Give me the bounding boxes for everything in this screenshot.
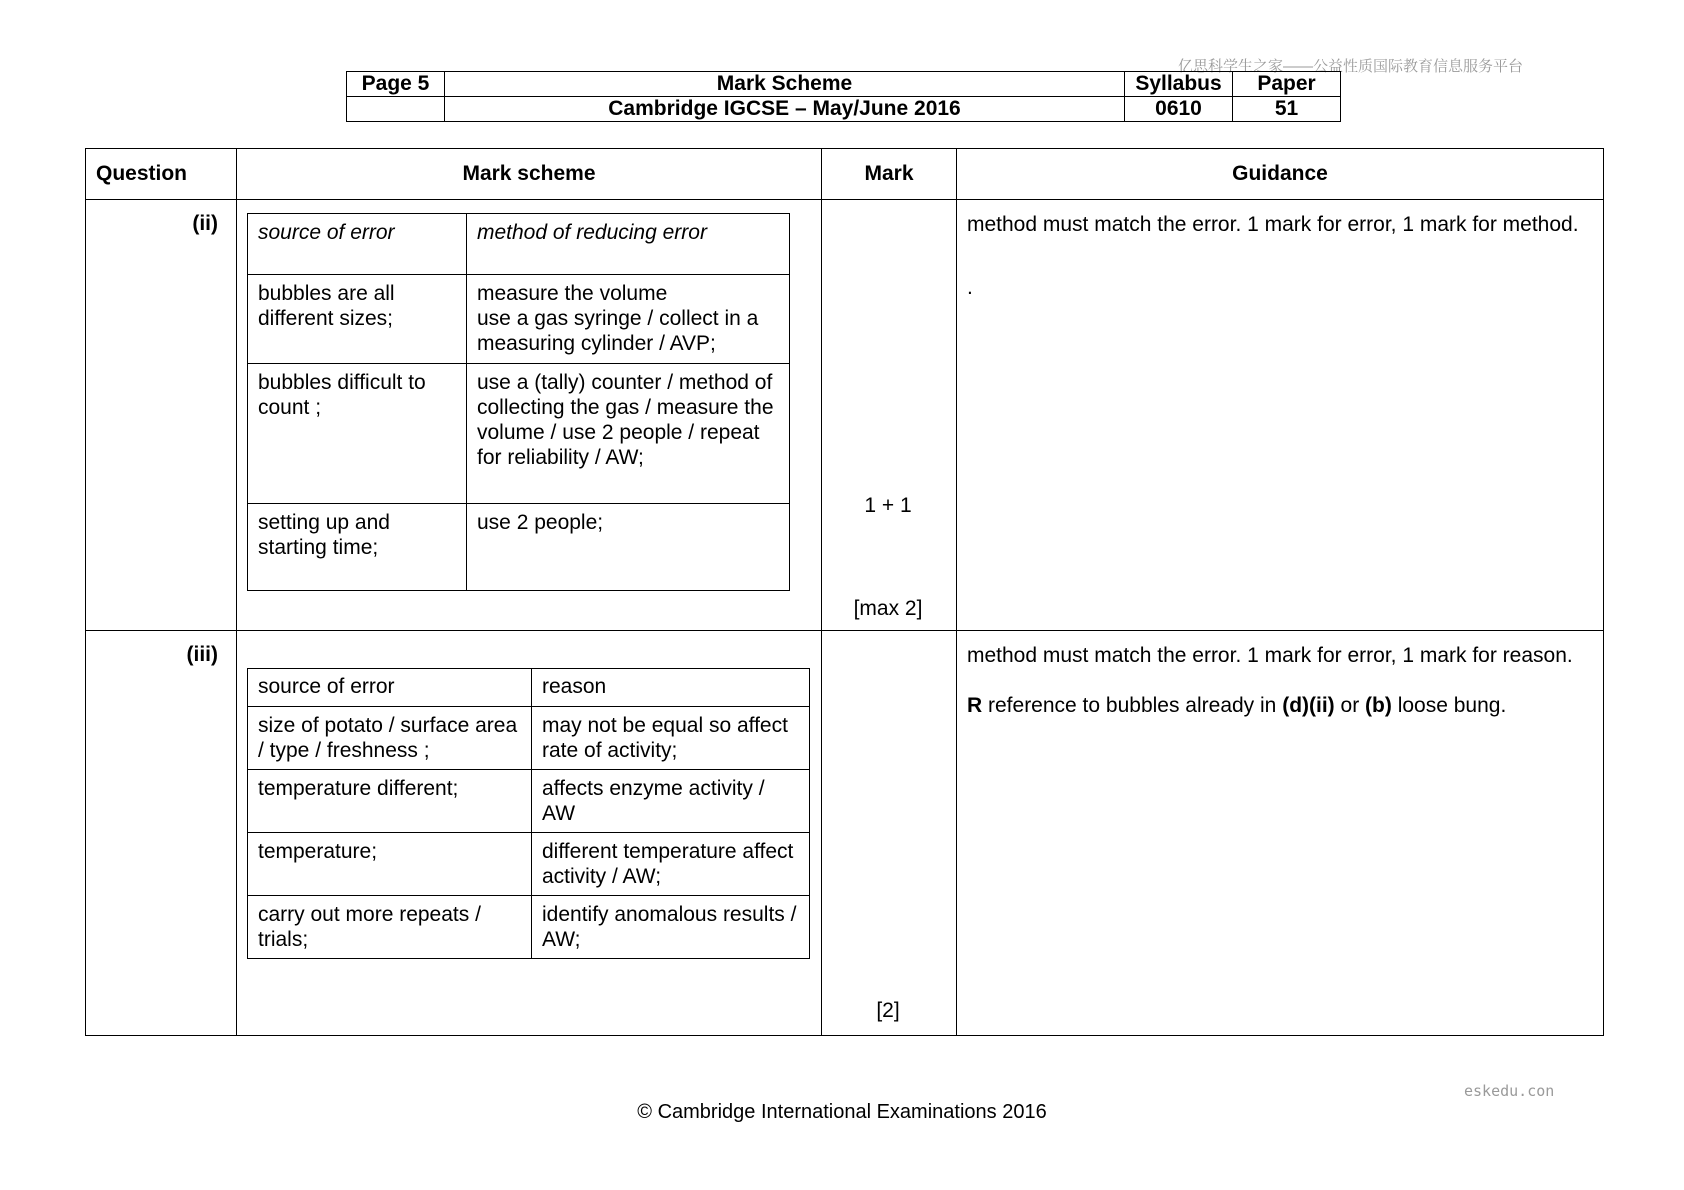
error-method: use a (tally) counter / method of collecting the gas / measure the volume / use 2 people / repeat for reliability / AW;	[467, 364, 790, 504]
watermark-bottom: eskedu.con	[1464, 1082, 1555, 1100]
paper-value: 51	[1233, 97, 1341, 122]
column-header-mark: Mark	[822, 149, 957, 200]
guidance-text-part: loose bung.	[1391, 694, 1507, 717]
question-number: (iii)	[86, 631, 237, 1036]
error-method: measure the volume use a gas syringe / collect in a measuring cylinder / AVP;	[467, 275, 790, 364]
error-source: bubbles are all different sizes;	[248, 275, 467, 364]
mark-cell	[822, 200, 957, 631]
error-source: setting up and starting time;	[248, 504, 467, 591]
paper-label: Paper	[1233, 72, 1341, 97]
column-header-question: Question	[86, 149, 237, 200]
mark-value: 1 + 1	[864, 494, 912, 517]
list-item	[248, 707, 810, 770]
error-method: use 2 people;	[467, 504, 790, 591]
inner-header-method: method of reducing error	[467, 214, 790, 275]
list-item	[248, 504, 790, 591]
inner-header-reason: reason	[532, 669, 810, 707]
error-source: size of potato / surface area / type / freshness ;	[248, 707, 532, 770]
exam-title: Cambridge IGCSE – May/June 2016	[445, 97, 1125, 122]
syllabus-label: Syllabus	[1125, 72, 1233, 97]
error-source: carry out more repeats / trials;	[248, 896, 532, 959]
list-item	[248, 364, 790, 504]
page-number-blank	[347, 97, 445, 122]
page-header-table	[346, 71, 1341, 122]
syllabus-value: 0610	[1125, 97, 1233, 122]
mark-scheme-table	[85, 148, 1604, 1036]
error-source: temperature;	[248, 833, 532, 896]
mark-cell	[822, 631, 957, 1036]
list-item	[248, 833, 810, 896]
copyright-footer: © Cambridge International Examinations 2016	[637, 1101, 1047, 1123]
inner-header-source: source of error	[248, 214, 467, 275]
table-row	[86, 200, 1604, 631]
question-ref: (b)	[1365, 694, 1392, 717]
guidance-cell	[957, 631, 1604, 1036]
column-header-guidance: Guidance	[957, 149, 1604, 200]
watermark-top: 亿思科学生之家——公益性质国际教育信息服务平台	[1178, 58, 1524, 75]
list-item	[248, 770, 810, 833]
error-reason: different temperature affect activity / AW;	[532, 833, 810, 896]
column-header-mark-scheme: Mark scheme	[237, 149, 822, 200]
guidance-text-part: reference to bubbles already in	[982, 694, 1283, 717]
mark-total: [2]	[876, 999, 900, 1022]
mark-scheme-cell	[237, 200, 822, 631]
error-source: bubbles difficult to count ;	[248, 364, 467, 504]
guidance-reject-note	[967, 693, 1593, 718]
question-ref: (d)(ii)	[1282, 694, 1335, 717]
error-reason: identify anomalous results / AW;	[532, 896, 810, 959]
error-reason: may not be equal so affect rate of activity;	[532, 707, 810, 770]
reject-marker: R	[967, 694, 983, 717]
page-number: Page 5	[347, 72, 445, 97]
list-item	[248, 896, 810, 959]
mark-max: [max 2]	[853, 597, 923, 620]
guidance-cell	[957, 200, 1604, 631]
table-row	[86, 631, 1604, 1036]
error-reason: affects enzyme activity / AW	[532, 770, 810, 833]
error-method-table	[247, 213, 790, 591]
question-number: (ii)	[86, 200, 237, 631]
inner-header-source: source of error	[248, 669, 532, 707]
error-source: temperature different;	[248, 770, 532, 833]
guidance-text: method must match the error. 1 mark for error, 1 mark for reason.	[967, 644, 1573, 667]
guidance-text-part: or	[1334, 694, 1366, 717]
mark-scheme-cell	[237, 631, 822, 1036]
doc-title: Mark Scheme	[445, 72, 1125, 97]
guidance-text: method must match the error. 1 mark for error, 1 mark for method.	[967, 213, 1579, 236]
error-reason-table	[247, 668, 810, 959]
guidance-dot: .	[967, 276, 973, 299]
list-item	[248, 275, 790, 364]
